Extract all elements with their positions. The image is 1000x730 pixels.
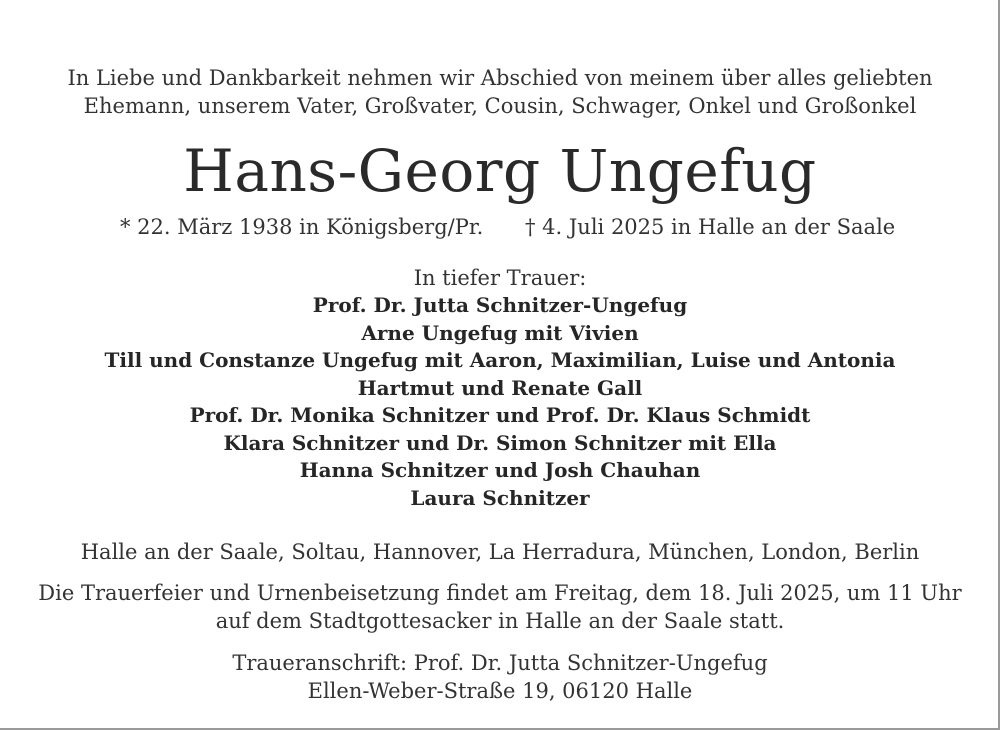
mourner-entry: Till und Constanze Ungefug mit Aaron, Maximilian, Luise und Antonia — [104, 348, 896, 372]
mourner-entry: Arne Ungefug mit Vivien — [361, 320, 639, 345]
address-line: Traueranschrift: Prof. Dr. Jutta Schnitzer-Ungefug — [232, 651, 768, 675]
service-line: Die Trauerfeier und Urnenbeisetzung findet am Freitag, dem 18. Juli 2025, um 11 Uhr — [38, 581, 962, 605]
mourner-entry: Laura Schnitzer — [410, 485, 590, 510]
deceased-name: Hans-Georg Ungefug — [183, 137, 817, 205]
mourner-entry: Hartmut und Renate Gall — [357, 375, 643, 400]
service-info — [0, 579, 1000, 635]
intro-text — [0, 64, 1000, 120]
intro-line: Ehemann, unserem Vater, Großvater, Cousin, Schwager, Onkel und Großonkel — [83, 94, 917, 118]
mourner-entry: Hanna Schnitzer und Josh Chauhan — [299, 458, 701, 482]
service-line: auf dem Stadtgottesacker in Halle an der Saale statt. — [215, 609, 785, 633]
mourners-list — [0, 292, 1000, 512]
places-list: Halle an der Saale, Soltau, Hannover, La Herradura, München, London, Berlin — [80, 540, 920, 564]
intro-line: In Liebe und Dankbarkeit nehmen wir Abschied von meinem über alles geliebten — [67, 66, 933, 90]
mourner-entry: Klara Schnitzer und Dr. Simon Schnitzer mit Ella — [223, 430, 777, 455]
death-date: † 4. Juli 2025 in Halle an der Saale — [525, 215, 896, 239]
address-line: Ellen-Weber-Straße 19, 06120 Halle — [307, 679, 693, 703]
mourning-label: In tiefer Trauer: — [413, 266, 587, 290]
birth-date: * 22. März 1938 in Königsberg/Pr. — [120, 215, 484, 239]
mourning-address — [0, 649, 1000, 705]
life-dates — [0, 215, 1000, 241]
mourner-entry: Prof. Dr. Jutta Schnitzer-Ungefug — [312, 293, 688, 317]
mourner-entry: Prof. Dr. Monika Schnitzer und Prof. Dr. Klaus Schmidt — [189, 403, 811, 427]
